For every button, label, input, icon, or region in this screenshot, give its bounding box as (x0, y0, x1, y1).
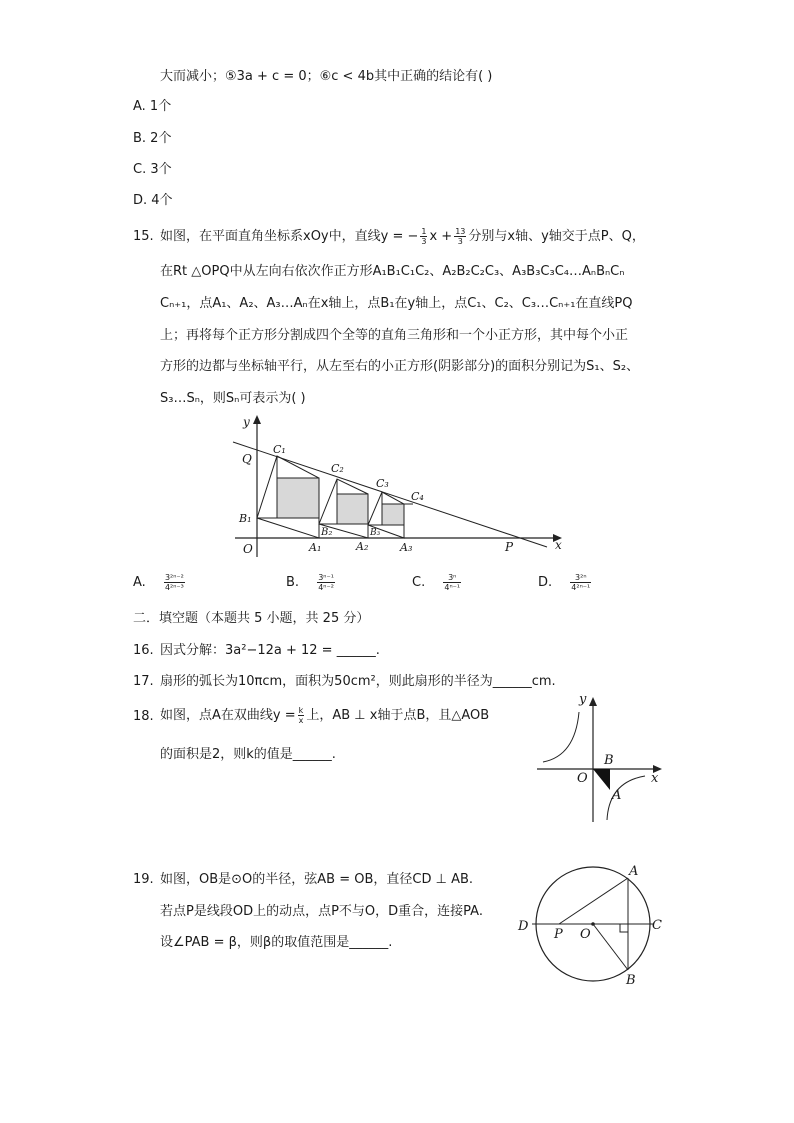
q18-y-arrow (589, 697, 597, 706)
q19-label-b: B (626, 973, 636, 988)
q19-number: 19. (133, 872, 154, 887)
q15-label-c2: C₂ (331, 462, 344, 475)
q16-text: 因式分解：3a²−12a + 12 = ______. (160, 643, 380, 658)
q15-number: 15. (133, 229, 154, 244)
q19-line2: 若点P是线段OD上的动点，点P不与O，D重合，连接PA. (160, 904, 483, 919)
q18-label-b: B (604, 753, 614, 768)
q18-k-over-x: $\frac{k}{x}$ (298, 706, 304, 725)
q19-line1: 如图，OB是⊙O的半径，弦AB = OB，直径CD ⊥ AB. (160, 872, 474, 887)
q15-line6: S₃…Sₙ，则Sₙ可表示为( ) (160, 391, 306, 406)
q15-small-square-3 (382, 504, 404, 525)
q17-number: 17. (133, 674, 154, 689)
q18-line2: 的面积是2，则k的值是______. (160, 747, 336, 762)
q18-figure (535, 690, 665, 825)
q15-line2: 在Rt △OPQ中从左向右依次作正方形A₁B₁C₁C₂、A₂B₂C₂C₃、A₃B₃C₃C₄…AₙBₙCₙ (160, 264, 625, 279)
q15-line3: Cₙ₊₁，点A₁、A₂、A₃…Aₙ在x轴上，点B₁在y轴上，点C₁、C₂、C₃…Cₙ₊₁在直线PQ (160, 296, 633, 311)
q14-option-c[interactable]: C. 3个 (133, 162, 172, 177)
q15-label-c1: C₁ (273, 443, 286, 456)
q19-label-d: D (518, 919, 529, 934)
q18-label-a: A (612, 788, 622, 803)
q18-label-o: O (577, 771, 588, 786)
q15-label-x: x (555, 538, 562, 552)
q15-line5: 方形的边都与坐标轴平行，从左至右的小正方形(阴影部分)的面积分别记为S₁、S₂、 (160, 359, 640, 374)
q15-label-c4: C₄ (411, 490, 424, 503)
q19-segment-pa (559, 878, 628, 924)
q17-text: 扇形的弧长为10πcm，面积为50cm²，则此扇形的半径为______cm. (160, 674, 556, 689)
q18-triangle-aob (593, 769, 610, 790)
q18-label-x: x (651, 771, 659, 786)
q14-option-b[interactable]: B. 2个 (133, 131, 172, 146)
q15-option-c[interactable]: C. $\frac{\text{3ⁿ}}{\text{4ⁿ⁻¹}}$ (412, 573, 461, 592)
q19-radius-ob (593, 924, 628, 970)
q15-line1 (160, 226, 645, 248)
section-2-title: 二．填空题（本题共 5 小题，共 25 分） (133, 611, 370, 626)
q15-slope-fraction: $\frac{1}{3}$ (421, 227, 427, 246)
q15-label-o: O (243, 542, 253, 556)
q15-line1-c: 分别与x轴、y轴交于点P、Q， (468, 229, 645, 244)
q15-option-d[interactable]: D. $\frac{\text{3²ⁿ}}{\text{4²ⁿ⁻¹}}$ (538, 573, 591, 592)
q19-center-dot (591, 922, 595, 926)
q18-line1: 如图，点A在双曲线y = $\frac{k}{x}$ 上，AB ⊥ x轴于点B，且△AOB (160, 706, 490, 725)
q18-hyperbola-branch-2 (543, 712, 579, 762)
q18-label-y: y (579, 692, 587, 707)
q19-label-c: C (652, 918, 662, 933)
q15-line1-b: x + (429, 229, 453, 244)
q15-option-a[interactable]: A. $\frac{\text{3²ⁿ⁻²}}{\text{4²ⁿ⁻³}}$ (133, 573, 184, 592)
q15-figure (225, 412, 570, 562)
q15-small-square-1 (277, 478, 319, 518)
q15-label-a1: A₁ (309, 541, 322, 554)
q14-tail-text: 大而减小；⑤3a + c = 0；⑥c < 4b其中正确的结论有( ) (160, 69, 493, 84)
q19-label-a: A (629, 864, 639, 879)
q15-small-square-2 (337, 494, 368, 524)
q14-option-d[interactable]: D. 4个 (133, 193, 173, 208)
q15-label-b2: B₂ (321, 527, 333, 538)
q15-label-y: y (243, 415, 250, 429)
q15-line1-a: 如图，在平面直角坐标系xOy中，直线y = − (160, 229, 419, 244)
q19-line3: 设∠PAB = β，则β的取值范围是______. (160, 935, 393, 950)
q14-option-a[interactable]: A. 1个 (133, 99, 172, 114)
q19-figure (512, 858, 672, 988)
q15-y-arrow (253, 415, 261, 424)
q15-option-b[interactable]: B. $\frac{\text{3ⁿ⁻¹}}{\text{4ⁿ⁻²}}$ (286, 573, 334, 592)
q15-label-b3: B₃ (370, 528, 381, 538)
q15-label-c3: C₃ (376, 477, 389, 490)
q16-number: 16. (133, 643, 154, 658)
q15-label-p: P (505, 540, 514, 554)
q19-label-p: P (554, 927, 563, 942)
q15-intercept-fraction: $\frac{13}{3}$ (455, 227, 466, 246)
q18-number: 18. (133, 709, 154, 724)
q15-label-q: Q (242, 452, 252, 466)
q15-label-a2: A₂ (356, 540, 369, 553)
q15-label-a3: A₃ (400, 541, 413, 554)
q15-line4: 上；再将每个正方形分割成四个全等的直角三角形和一个小正方形，其中每个小正 (160, 328, 629, 343)
q15-label-b1: B₁ (239, 512, 252, 525)
q19-right-angle-mark (620, 924, 628, 932)
q19-label-o: O (580, 927, 591, 942)
